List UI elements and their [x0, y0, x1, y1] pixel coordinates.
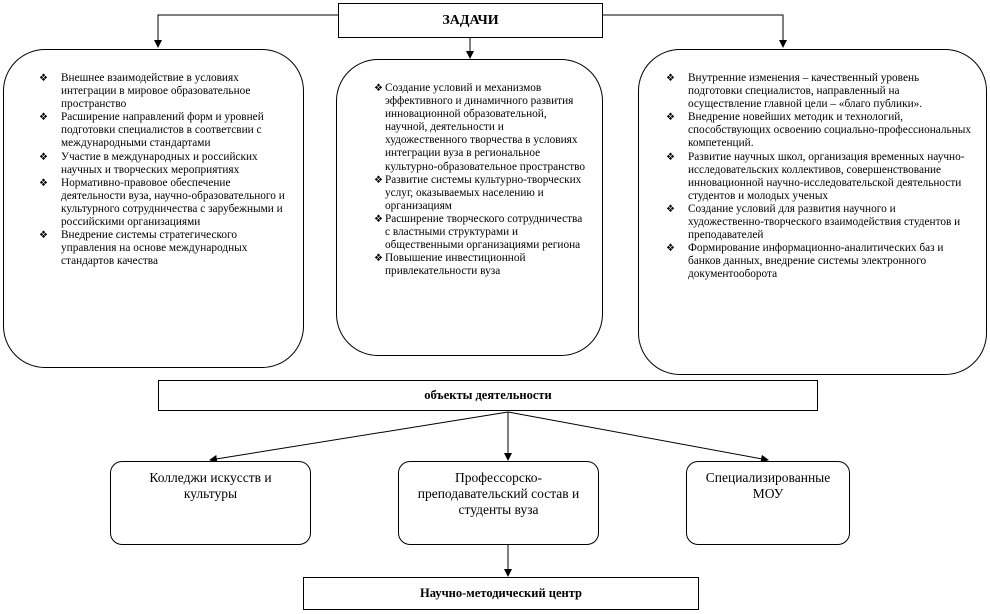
target-colleges-box — [110, 461, 311, 545]
right-task-text: Внутренние изменения – качественный уровень подготовки специалистов, направленный на осуществление главной цели – «благо публики». — [688, 72, 923, 111]
target-faculty-label: Профессорско-преподавательский состав и студенты вуза — [417, 470, 580, 517]
center-task-text: Развитие системы культурно-творческих услуг, оказываемых населению и организациям — [385, 173, 582, 212]
arrow-to-left-column — [158, 15, 338, 47]
diamond-bullet-icon: ❖ — [666, 73, 675, 84]
diamond-bullet-icon: ❖ — [374, 83, 383, 94]
right-tasks-column — [638, 49, 987, 375]
center-tasks-column — [336, 59, 603, 356]
diamond-bullet-icon: ❖ — [666, 112, 675, 124]
header-tasks-title: ЗАДАЧИ — [442, 12, 499, 28]
right-task-text: Развитие научных школ, организация временных научно-исследовательских коллективов, совершенствование инновационной научно-исследовательской деятельности студентов и молодых ученых — [688, 150, 965, 202]
left-task-text: Внедрение системы стратегического управления на основе международных стандартов качества — [61, 229, 248, 268]
target-mou-label: Специализированные МОУ — [705, 470, 831, 501]
diamond-bullet-icon: ❖ — [374, 174, 383, 186]
left-task-text: Расширение направлений форм и уровней подготовки специалистов в соответсвии с международными стандартами — [61, 111, 264, 150]
objects-title: объекты деятельности — [424, 388, 552, 402]
left-task-text: Участие в международных и российских научных и творческих мероприятиях — [61, 150, 258, 176]
center-tasks-list — [374, 82, 588, 278]
arrow-to-target-mou — [508, 412, 768, 460]
diamond-bullet-icon: ❖ — [39, 112, 48, 124]
header-tasks-box — [338, 3, 603, 38]
left-task-text: Внешнее взаимодействие в условиях интеграции в мировое образовательное пространство — [61, 72, 251, 111]
left-task-item — [39, 229, 289, 268]
center-node-title: Научно-методический центр — [420, 586, 582, 600]
center-task-item — [374, 213, 588, 252]
left-task-item — [39, 111, 289, 150]
diamond-bullet-icon: ❖ — [39, 230, 48, 242]
target-faculty-box — [398, 461, 599, 545]
center-task-item — [374, 82, 588, 174]
right-task-item — [666, 203, 972, 242]
left-task-text: Нормативно-правовое обеспечение деятельности вуза, научно-образовательного и культурного сотрудничества с зарубежными и российскими организациями — [61, 176, 285, 229]
center-task-text: Расширение творческого сотрудничества с властными структурами и общественными организациями региона — [385, 212, 583, 252]
center-task-item — [374, 174, 588, 213]
diamond-bullet-icon: ❖ — [39, 177, 48, 189]
arrow-to-right-column — [603, 15, 783, 47]
diamond-bullet-icon: ❖ — [666, 203, 675, 215]
left-task-item — [39, 151, 289, 177]
right-task-text: Создание условий для развития научного и художественно-творческого взаимодействия студентов и преподавателей — [688, 202, 961, 242]
center-task-text: Создание условий и механизмов эффективного и динамичного развития инновационной образовательной, научной, деятельности и художественного творчества в условиях интеграции вуза в региональное культурно-образовательное пространство — [385, 82, 586, 173]
diamond-bullet-icon: ❖ — [666, 243, 675, 255]
right-task-item — [666, 72, 972, 111]
right-task-item — [666, 242, 972, 281]
left-task-item — [39, 177, 289, 229]
target-colleges-label: Колледжи искусств и культуры — [149, 470, 272, 501]
center-node-box — [303, 577, 699, 610]
arrow-to-target-colleges — [210, 412, 508, 460]
right-task-text: Внедрение новейших методик и технологий, способствующих освоению социально-профессиональных компетенций. — [688, 111, 971, 150]
center-task-text: Повышение инвестиционной привлекательности вуза — [385, 252, 526, 278]
diamond-bullet-icon: ❖ — [666, 151, 675, 163]
diamond-bullet-icon: ❖ — [39, 151, 48, 163]
objects-box — [158, 380, 818, 411]
left-tasks-column — [3, 49, 304, 368]
right-task-item — [666, 151, 972, 203]
right-tasks-list — [666, 72, 972, 282]
right-task-item — [666, 111, 972, 150]
diamond-bullet-icon: ❖ — [374, 253, 383, 265]
diamond-bullet-icon: ❖ — [39, 73, 48, 84]
right-task-text: Формирование информационно-аналитических баз и банков данных, внедрение системы электронного документооборота — [688, 242, 944, 281]
center-task-item — [374, 252, 588, 278]
left-task-item — [39, 72, 289, 111]
target-mou-box — [686, 461, 850, 545]
left-tasks-list — [39, 72, 289, 268]
diamond-bullet-icon: ❖ — [374, 213, 383, 225]
